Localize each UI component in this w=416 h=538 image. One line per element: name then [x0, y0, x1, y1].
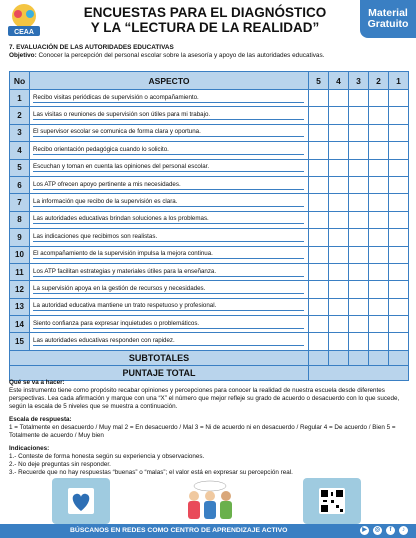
rating-cell[interactable]: [349, 194, 369, 211]
row-aspect: [30, 194, 309, 211]
row-number: 1: [10, 90, 30, 107]
rating-cell[interactable]: [349, 90, 369, 107]
table-row: [10, 211, 409, 228]
header-2: 2: [369, 72, 389, 90]
row-aspect-text: Siento confianza para expresar inquietudes o problemáticos.: [33, 320, 304, 329]
row-aspect-text: El supervisor escolar se comunica de forma clara y oportuna.: [33, 128, 304, 137]
rating-cell[interactable]: [369, 246, 389, 263]
rating-cell[interactable]: [309, 246, 329, 263]
row-aspect: [30, 211, 309, 228]
rating-cell[interactable]: [309, 229, 329, 246]
row-number: 15: [10, 333, 30, 350]
row-aspect-text: La información que recibo de la supervisión es clara.: [33, 198, 304, 207]
rating-cell[interactable]: [309, 107, 329, 124]
rating-cell[interactable]: [329, 194, 349, 211]
row-number: 6: [10, 176, 30, 193]
row-aspect-text: Las indicaciones que recibimos son realistas.: [33, 233, 304, 242]
instructions: [9, 379, 409, 477]
rating-cell[interactable]: [329, 124, 349, 141]
rating-cell[interactable]: [309, 263, 329, 280]
row-aspect: [30, 281, 309, 298]
subtotal-cell[interactable]: [369, 350, 389, 365]
rating-cell[interactable]: [329, 316, 349, 333]
rating-cell[interactable]: [309, 211, 329, 228]
ceaa-logo: [4, 2, 44, 38]
row-aspect: [30, 246, 309, 263]
heart-qr-icon: [68, 488, 94, 514]
table-row: [10, 263, 409, 280]
row-aspect-text: Las autoridades educativas responden con rapidez.: [33, 337, 304, 346]
scale-heading: Escala de respuesta:: [9, 416, 72, 423]
row-aspect-text: Escuchan y toman en cuenta las opiniones del personal escolar.: [33, 163, 304, 172]
row-aspect-text: Las autoridades educativas brindan soluciones a los problemas.: [33, 215, 304, 224]
row-number: 8: [10, 211, 30, 228]
rating-cell[interactable]: [329, 107, 349, 124]
rating-cell[interactable]: [329, 246, 349, 263]
svg-text:CEAA: CEAA: [14, 29, 34, 36]
rating-cell[interactable]: [309, 159, 329, 176]
row-aspect-text: Los ATP ofrecen apoyo pertinente a mis necesidades.: [33, 181, 304, 190]
table-row: [10, 90, 409, 107]
what-text: Este instrumento tiene como propósito recabar opiniones y percepciones para conocer la realidad de nuestra escuela desde diferentes perspectivas. Lea cada afirmación y marque con una “X” el número que mejor refleje su grado de acuerdo o desacuerdo con lo que sucede, según la escala de 5 niveles que se muestra a continuación.: [9, 387, 400, 410]
row-aspect-text: El acompañamiento de la supervisión impulsa la mejora continua.: [33, 250, 304, 259]
table-row: [10, 298, 409, 315]
rating-cell[interactable]: [309, 194, 329, 211]
rating-cell[interactable]: [349, 281, 369, 298]
footer: [0, 524, 416, 538]
rating-cell[interactable]: [389, 246, 409, 263]
what-heading: Qué se va a hacer:: [9, 379, 65, 386]
rating-cell[interactable]: [329, 263, 349, 280]
row-aspect: [30, 298, 309, 315]
facebook-icon[interactable]: f: [386, 526, 395, 535]
rating-cell[interactable]: [369, 211, 389, 228]
row-aspect-text: Recibo visitas periódicas de supervisión o acompañamiento.: [33, 94, 304, 103]
rating-cell[interactable]: [329, 142, 349, 159]
rating-cell[interactable]: [369, 176, 389, 193]
subtotals-row: [10, 350, 409, 365]
rating-cell[interactable]: [389, 229, 409, 246]
qr-card-left: [52, 478, 110, 524]
rating-cell[interactable]: [349, 229, 369, 246]
table-row: [10, 159, 409, 176]
free-material-badge: [360, 0, 416, 38]
indication-1: 1.- Conteste de forma honesta según su experiencia y observaciones.: [9, 453, 205, 460]
row-aspect-text: La supervisión apoya en la gestión de recursos y necesidades.: [33, 285, 304, 294]
social-icons: [360, 526, 408, 535]
row-number: 14: [10, 316, 30, 333]
header-aspect: ASPECTO: [30, 72, 309, 90]
rating-cell[interactable]: [389, 298, 409, 315]
header: [0, 0, 416, 44]
footer-text: BÚSCANOS EN REDES COMO CENTRO DE APRENDIZAJE ACTIVO: [70, 527, 288, 534]
indication-2: 2.- No deje preguntas sin responder.: [9, 461, 111, 468]
rating-cell[interactable]: [329, 159, 349, 176]
rating-cell[interactable]: [349, 159, 369, 176]
rating-cell[interactable]: [309, 281, 329, 298]
header-1: 1: [389, 72, 409, 90]
title-line-2: Y LA “LECTURA DE LA REALIDAD”: [90, 20, 320, 35]
rating-cell[interactable]: [349, 316, 369, 333]
header-5: 5: [309, 72, 329, 90]
rating-cell[interactable]: [329, 211, 349, 228]
rating-cell[interactable]: [389, 176, 409, 193]
objective-label: Objetivo:: [9, 52, 37, 59]
table-row: [10, 316, 409, 333]
total-label: PUNTAJE TOTAL: [10, 365, 309, 380]
table-row: [10, 246, 409, 263]
rating-cell[interactable]: [389, 90, 409, 107]
table-header-row: [10, 72, 409, 90]
scale-text: 1 = Totalmente en desacuerdo / Muy mal 2 = En desacuerdo / Mal 3 = Ni de acuerdo ni en desacuerdo / Regular 4 = De acuerdo / Bien 5 = Totalmente de acuerdo / Muy bien: [9, 424, 396, 439]
rating-cell[interactable]: [349, 176, 369, 193]
rating-cell[interactable]: [389, 107, 409, 124]
rating-cell[interactable]: [309, 316, 329, 333]
subtotal-cell[interactable]: [329, 350, 349, 365]
section-intro: [9, 44, 409, 60]
rating-cell[interactable]: [369, 333, 389, 350]
section-title: 7. EVALUACIÓN DE LAS AUTORIDADES EDUCATIVAS: [9, 44, 174, 51]
indications-heading: Indicaciones:: [9, 445, 50, 452]
rating-cell[interactable]: [349, 211, 369, 228]
row-number: 12: [10, 281, 30, 298]
rating-cell[interactable]: [349, 333, 369, 350]
rating-cell[interactable]: [349, 298, 369, 315]
row-number: 13: [10, 298, 30, 315]
rating-cell[interactable]: [389, 142, 409, 159]
subtotal-cell[interactable]: [309, 350, 329, 365]
rating-cell[interactable]: [309, 142, 329, 159]
rating-cell[interactable]: [329, 281, 349, 298]
rating-cell[interactable]: [369, 159, 389, 176]
rating-cell[interactable]: [349, 246, 369, 263]
header-3: 3: [349, 72, 369, 90]
qr-card-right: [303, 478, 361, 524]
qr-code-icon: [319, 488, 345, 514]
rating-cell[interactable]: [349, 263, 369, 280]
badge-line-1: Material: [368, 7, 408, 19]
rating-cell[interactable]: [349, 107, 369, 124]
rating-cell[interactable]: [369, 263, 389, 280]
rating-cell[interactable]: [389, 316, 409, 333]
rating-cell[interactable]: [369, 107, 389, 124]
rating-cell[interactable]: [329, 298, 349, 315]
people-illustration: [178, 478, 242, 522]
row-number: 2: [10, 107, 30, 124]
row-aspect-text: La autoridad educativa mantiene un trato respetuoso y profesional.: [33, 302, 304, 311]
row-aspect: [30, 333, 309, 350]
table-row: [10, 281, 409, 298]
rating-cell[interactable]: [329, 333, 349, 350]
row-aspect-text: Recibo orientación pedagógica cuando lo solicito.: [33, 146, 304, 155]
rating-cell[interactable]: [349, 124, 369, 141]
table-row: [10, 124, 409, 141]
rating-cell[interactable]: [309, 298, 329, 315]
header-4: 4: [329, 72, 349, 90]
objective-text: Conocer la percepción del personal escolar sobre la asesoría y apoyo de las autoridades educativas.: [36, 52, 325, 59]
rating-cell[interactable]: [389, 211, 409, 228]
page-title: [70, 5, 340, 35]
rating-cell[interactable]: [369, 298, 389, 315]
title-line-1: ENCUESTAS PARA EL DIAGNÓSTICO: [83, 5, 327, 20]
rating-cell[interactable]: [329, 229, 349, 246]
rating-cell[interactable]: [369, 124, 389, 141]
objective: [9, 52, 409, 60]
youtube-icon[interactable]: ▶: [360, 526, 369, 535]
rating-cell[interactable]: [369, 316, 389, 333]
rating-cell[interactable]: [389, 333, 409, 350]
subtotals-label: SUBTOTALES: [10, 350, 309, 365]
row-number: 3: [10, 124, 30, 141]
rating-cell[interactable]: [309, 90, 329, 107]
row-aspect: [30, 176, 309, 193]
row-number: 11: [10, 263, 30, 280]
rating-cell[interactable]: [309, 176, 329, 193]
row-aspect: [30, 142, 309, 159]
rating-cell[interactable]: [389, 194, 409, 211]
row-aspect: [30, 263, 309, 280]
rating-cell[interactable]: [389, 263, 409, 280]
rating-cell[interactable]: [389, 281, 409, 298]
row-number: 10: [10, 246, 30, 263]
survey-table: [9, 71, 409, 381]
rating-cell[interactable]: [309, 333, 329, 350]
header-no: No: [10, 72, 30, 90]
rating-cell[interactable]: [329, 176, 349, 193]
row-aspect: [30, 124, 309, 141]
instagram-icon[interactable]: ◎: [374, 527, 381, 533]
table-row: [10, 194, 409, 211]
row-number: 9: [10, 229, 30, 246]
row-number: 4: [10, 142, 30, 159]
rating-cell[interactable]: [369, 90, 389, 107]
rating-cell[interactable]: [369, 194, 389, 211]
indication-3: 3.- Recuerde que no hay respuestas “buenas” o “malas”; el valor está en expresar su percepción real.: [9, 469, 293, 476]
table-row: [10, 142, 409, 159]
row-aspect-text: Las visitas o reuniones de supervisión son útiles para mi trabajo.: [33, 111, 304, 120]
badge-line-2: Gratuito: [367, 18, 409, 30]
table-row: [10, 176, 409, 193]
rating-cell[interactable]: [369, 229, 389, 246]
table-row: [10, 333, 409, 350]
row-aspect: [30, 107, 309, 124]
row-aspect-text: Los ATP facilitan estrategias y materiales útiles para la enseñanza.: [33, 268, 304, 277]
rating-cell[interactable]: [329, 90, 349, 107]
row-aspect: [30, 229, 309, 246]
table-row: [10, 107, 409, 124]
row-aspect: [30, 90, 309, 107]
rating-cell[interactable]: [389, 124, 409, 141]
table-row: [10, 229, 409, 246]
tiktok-icon[interactable]: ♪: [399, 526, 408, 535]
row-number: 5: [10, 159, 30, 176]
rating-cell[interactable]: [369, 281, 389, 298]
row-aspect: [30, 316, 309, 333]
rating-cell[interactable]: [309, 124, 329, 141]
row-number: 7: [10, 194, 30, 211]
rating-cell[interactable]: [349, 142, 369, 159]
rating-cell[interactable]: [389, 159, 409, 176]
row-aspect: [30, 159, 309, 176]
rating-cell[interactable]: [369, 142, 389, 159]
subtotal-cell[interactable]: [389, 350, 409, 365]
subtotal-cell[interactable]: [349, 350, 369, 365]
